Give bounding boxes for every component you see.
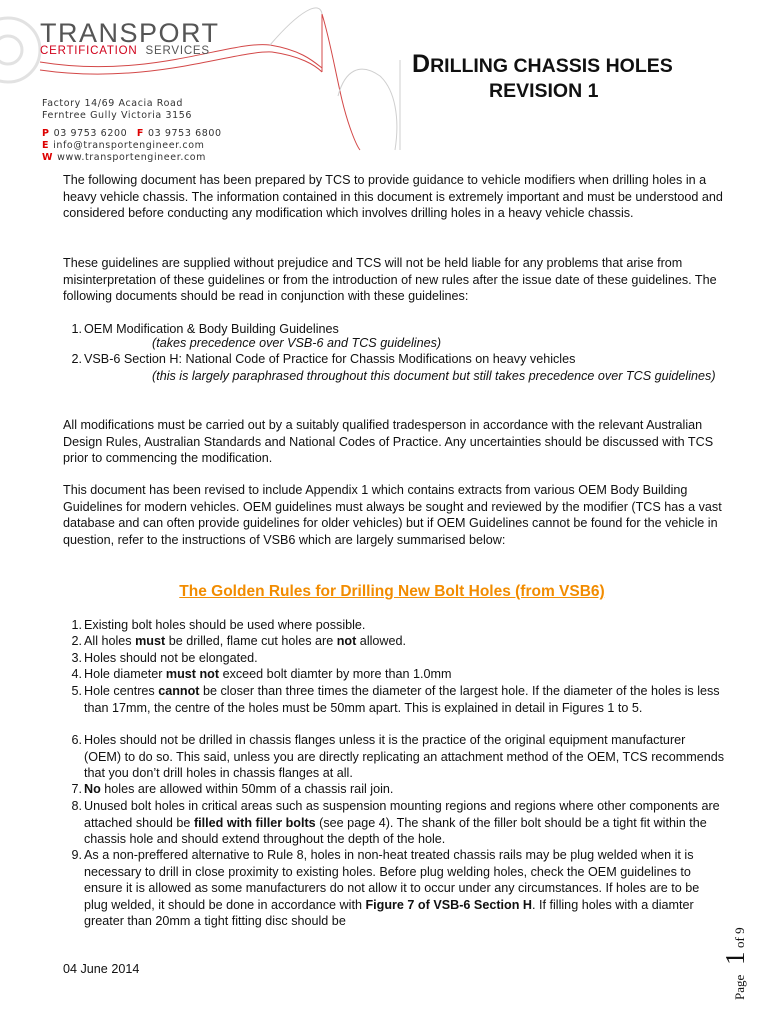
rule-8 — [71, 798, 724, 848]
contact-web — [42, 152, 206, 163]
doc-note-2: (this is largely paraphrased throughout this document but still takes precedence over TCS guidelines) — [152, 369, 716, 383]
rule-4 — [71, 666, 724, 683]
address-line2: Ferntree Gully Victoria 3156 — [42, 110, 193, 121]
rule-text-bold-b: must not — [165, 667, 220, 681]
title-first-letter: D — [412, 50, 431, 78]
contact-phone-fax — [42, 128, 222, 139]
email-label: E — [42, 140, 50, 151]
rule-text: Existing bolt holes should be used where possible. — [84, 618, 366, 632]
rule-text-c: holes are allowed within 50mm of a chassis rail join. — [100, 782, 394, 796]
footer-date: 04 June 2014 — [63, 962, 140, 976]
rule-text-c: exceed bolt diamter by more than 1.0mm — [219, 667, 452, 681]
logo-line1: TRANSPORT — [40, 18, 220, 48]
rule-text-bold-b: must — [135, 634, 166, 648]
phone-number: 03 9753 6200 — [53, 128, 128, 139]
rule-1 — [71, 617, 724, 634]
logo-line2-services: SERVICES — [145, 45, 210, 57]
fax-label: F — [136, 128, 144, 139]
web-link[interactable]: www.transportengineer.com — [57, 152, 207, 163]
page-title — [412, 50, 673, 79]
rule-text: Holes should not be elongated. — [84, 651, 258, 665]
rule-text-c: (see page 4). The shank of the filler bolt should be a tight fit within the chassis hole and should extend throughout the depth of the hole. — [84, 815, 707, 847]
paragraph-modifications: All modifications must be carried out by a suitably qualified tradesperson in accordance with the relevant Australian Design Rules, Australian Standards and National Codes of Practice. Any uncertainties should be discussed with TCS prior to commencing the modification. — [63, 418, 714, 466]
rule-text-c: be closer than three times the diameter of the largest hole. If the diameter of the holes is less than 17mm, the centre of the holes must be 50mm apart. This is explained in detail in Figures 1 to 5. — [84, 684, 720, 715]
rule-num: 5. — [71, 684, 82, 698]
rule-text-a: Hole diameter — [84, 667, 166, 681]
fax-number: 03 9753 6800 — [147, 128, 222, 139]
rule-5 — [71, 683, 724, 716]
page-number — [700, 900, 768, 1000]
logo-line2 — [40, 45, 210, 57]
rule-text-bold-d: not — [336, 634, 357, 648]
rule-9 — [71, 847, 724, 930]
doc-num-2: 2. — [71, 352, 82, 366]
rule-text-bold-b: filled with filler bolts — [193, 815, 316, 830]
revision-label: REVISION 1 — [489, 80, 599, 102]
rule-2 — [71, 633, 724, 650]
rule-num: 6. — [71, 733, 82, 747]
intro-paragraph-1: The following document has been prepared by TCS to provide guidance to vehicle modifiers when drilling holes in a heavy vehicle chassis. The information contained in this document is extremely important and must be understood and considered before conducting any modification which involves drilling holes in a heavy vehicle chassis. — [63, 173, 723, 221]
rule-num: 1. — [71, 618, 82, 632]
rule-text-bold-b: Figure 7 of VSB-6 Section H — [365, 897, 532, 912]
rule-3 — [71, 650, 724, 667]
rule-6 — [71, 732, 724, 782]
rule-num: 9. — [71, 848, 82, 862]
logo-line2-certification: CERTIFICATION — [40, 45, 138, 57]
web-label: W — [42, 152, 54, 163]
doc-list-item-2 — [71, 351, 724, 368]
intro-paragraph-2: These guidelines are supplied without prejudice and TCS will not be held liable for any problems that arise from misinterpretation of these guidelines or from the introduction of new rules after the issue date of these guidelines. The following documents should be read in conjunction with these guidelines: — [63, 256, 717, 304]
rule-text: Holes should not be drilled in chassis flanges unless it is the practice of the original equipment manufacturer (OEM) to do so. This said, unless you are directly replicating an attachment method of the OEM, TCS recommends that you don’t drill holes in chassis flanges at all. — [84, 733, 724, 781]
email-link[interactable]: info@transportengineer.com — [53, 140, 205, 151]
rule-num: 4. — [71, 667, 82, 681]
doc-num-1: 1. — [71, 322, 82, 336]
paragraph-revision: This document has been revised to include Appendix 1 which contains extracts from various OEM Body Building Guidelines for modern vehicles. OEM guidelines must always be sought and reviewed by the modifier (TCS has a vast database and can often provide guidelines for older vehicles) but if OEM Guidelines cannot be found for the vehicle in question, refer to the instructions of VSB6 which are largely summarised below: — [63, 483, 722, 547]
rule-num: 8. — [71, 799, 82, 813]
page-total: of 9 — [732, 927, 747, 948]
rule-num: 7. — [71, 782, 82, 796]
page-word: Page — [732, 974, 747, 1000]
rule-text-e: allowed. — [356, 634, 407, 648]
doc-text-2: VSB-6 Section H: National Code of Practice for Chassis Modifications on heavy vehicles — [84, 352, 576, 366]
rule-7 — [71, 781, 724, 798]
rule-num: 3. — [71, 651, 82, 665]
rule-num: 2. — [71, 634, 82, 648]
rule-text-a: All holes — [84, 634, 136, 648]
phone-label: P — [42, 128, 50, 139]
title-rest: RILLING CHASSIS HOLES — [430, 55, 673, 77]
rule-text-a: Hole centres — [84, 684, 159, 698]
rule-text-bold-b: No — [84, 782, 101, 796]
doc-text-1: OEM Modification & Body Building Guidelines — [84, 322, 339, 336]
doc-note-1: (takes precedence over VSB-6 and TCS guidelines) — [152, 336, 442, 350]
rule-text-c: . If filling holes with a diamter greater than 20mm a tight fitting disc should be — [84, 897, 694, 929]
logo-wave — [270, 8, 400, 150]
rule-text-a: Unused bolt holes in critical areas such as suspension mounting regions and regions where other components are attached should be — [84, 799, 720, 830]
rule-text-c: be drilled, flame cut holes are — [165, 634, 337, 648]
golden-rules-heading: The Golden Rules for Drilling New Bolt Holes (from VSB6) — [179, 583, 605, 600]
address-line1: Factory 14/69 Acacia Road — [42, 98, 184, 109]
rule-text-a: As a non-preffered alternative to Rule 8, holes in non-heat treated chassis rails may be plug welded when it is necessary to drill in close proximity to existing holes. Before plug welding holes, check the OEM guidelines to ensure it is allowed as some manufacturers do not allow it to occur under any circumstances. If holes are to be plug welded, it should be done in accordance with — [84, 848, 700, 912]
page-current: 1 — [720, 951, 750, 965]
rule-text-bold-b: cannot — [158, 684, 200, 698]
contact-email — [42, 140, 205, 151]
gear-icon — [0, 18, 40, 82]
